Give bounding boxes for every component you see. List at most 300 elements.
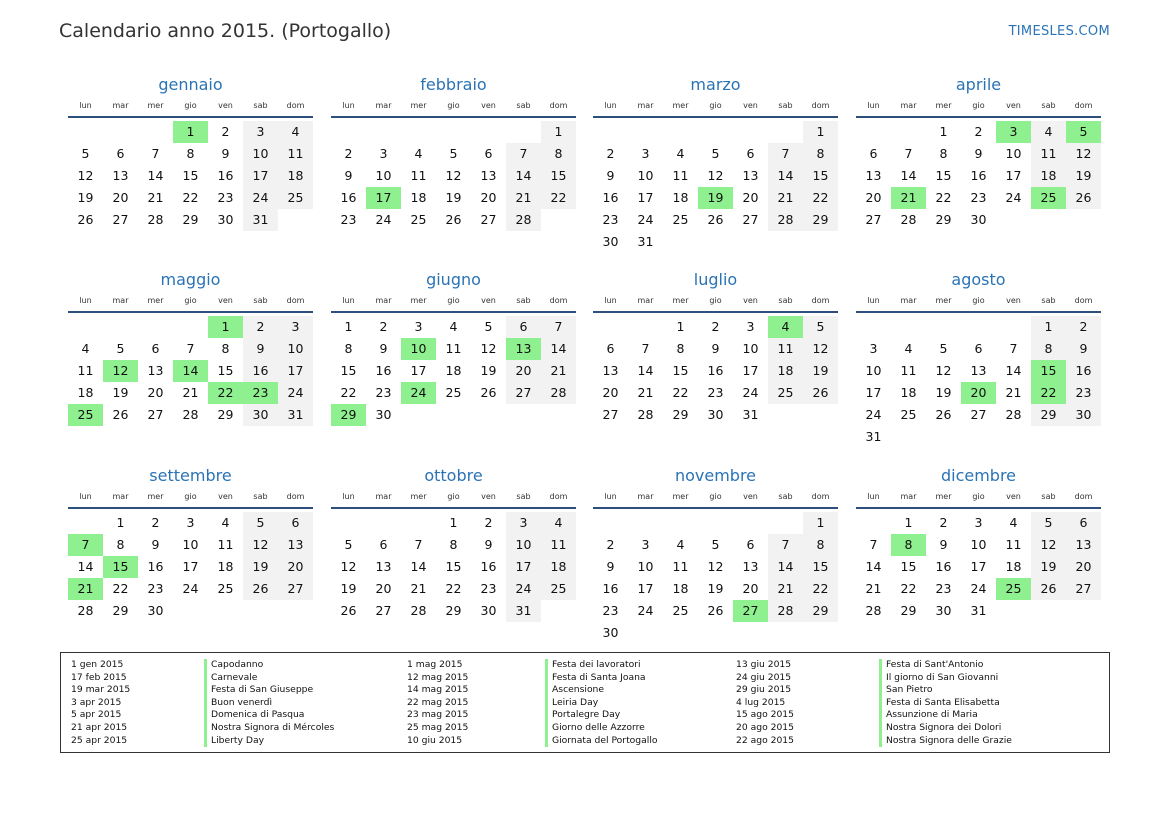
month-maggio: [68, 267, 313, 426]
empty-cell: [698, 121, 733, 143]
day-cell: 9: [379, 341, 388, 356]
day-cell: 17: [278, 360, 313, 382]
day-grid: [593, 316, 838, 426]
day-cell: 28: [900, 212, 917, 227]
day-grid: [856, 316, 1101, 448]
holiday-day-cell: 24: [401, 382, 436, 404]
empty-cell: [891, 316, 926, 338]
day-cell: 5: [484, 319, 493, 334]
day-cell: 22: [112, 581, 129, 596]
day-cell: 20: [147, 385, 164, 400]
month-novembre: [593, 463, 838, 644]
legend-date: 12 mag 2015: [407, 671, 469, 683]
day-cell: 9: [484, 537, 493, 552]
month-agosto: [856, 267, 1101, 448]
day-cell: 4: [449, 319, 458, 334]
day-cell: 15: [182, 168, 199, 183]
day-cell: 19: [803, 360, 838, 382]
day-cell: 16: [1066, 360, 1101, 382]
legend-holiday-name: Giorno delle Azzorre: [545, 722, 658, 735]
day-cell: 17: [637, 190, 654, 205]
day-cell: 22: [182, 190, 199, 205]
weekday-header: [68, 489, 313, 505]
legend-date: 13 giu 2015: [736, 659, 792, 670]
day-cell: 13: [480, 168, 497, 183]
holiday-day-cell: 17: [366, 187, 401, 209]
holiday-day-cell: 15: [1031, 360, 1066, 382]
day-cell: 28: [637, 407, 654, 422]
day-cell: 26: [77, 212, 94, 227]
weekday-label: gio: [972, 492, 985, 501]
day-cell: 8: [221, 341, 230, 356]
day-cell: 2: [974, 124, 983, 139]
day-cell: 28: [77, 603, 94, 618]
day-cell: 7: [768, 143, 803, 165]
legend-holiday-name: Nostra Signora di Mércoles: [204, 722, 334, 735]
day-cell: 18: [1031, 165, 1066, 187]
month-gennaio: [68, 72, 313, 231]
header-rule: [68, 507, 313, 509]
day-cell: 4: [278, 121, 313, 143]
day-cell: 25: [900, 407, 917, 422]
day-cell: 4: [414, 146, 423, 161]
day-cell: 1: [344, 319, 353, 334]
weekday-label: mar: [375, 101, 392, 110]
empty-cell: [593, 316, 628, 338]
day-cell: 18: [217, 559, 234, 574]
day-cell: 12: [1031, 534, 1066, 556]
day-cell: 28: [541, 382, 576, 404]
day-cell: 7: [904, 146, 913, 161]
weekday-label: sab: [516, 296, 531, 305]
day-cell: 11: [541, 534, 576, 556]
day-cell: 27: [480, 212, 497, 227]
day-cell: 10: [375, 168, 392, 183]
day-cell: 15: [935, 168, 952, 183]
month-name: ottobre: [424, 466, 483, 485]
legend-date: 5 apr 2015: [71, 709, 122, 721]
day-cell: 30: [147, 603, 164, 618]
month-name: dicembre: [940, 466, 1017, 485]
day-cell: 8: [803, 534, 838, 556]
day-cell: 2: [243, 316, 278, 338]
day-grid: [593, 121, 838, 253]
day-cell: 12: [77, 168, 94, 183]
weekday-label: gio: [184, 101, 197, 110]
day-cell: 20: [1066, 556, 1101, 578]
legend-date: 21 apr 2015: [71, 721, 128, 733]
holiday-day-cell: 21: [68, 578, 103, 600]
day-cell: 5: [243, 512, 278, 534]
day-cell: 18: [1005, 559, 1022, 574]
weekday-label: dom: [549, 296, 568, 305]
day-cell: 3: [641, 146, 650, 161]
holiday-day-cell: 25: [996, 578, 1031, 600]
weekday-label: sab: [253, 101, 268, 110]
empty-cell: [663, 512, 698, 534]
day-cell: 31: [637, 234, 654, 249]
day-cell: 18: [77, 385, 94, 400]
weekday-label: gio: [184, 296, 197, 305]
day-cell: 18: [410, 190, 427, 205]
holiday-day-cell: 29: [331, 404, 366, 426]
day-cell: 23: [970, 190, 987, 205]
empty-cell: [68, 512, 103, 534]
day-cell: 5: [449, 146, 458, 161]
day-cell: 12: [1066, 143, 1101, 165]
day-cell: 6: [484, 146, 493, 161]
weekday-label: mer: [935, 101, 952, 110]
weekday-label: mar: [900, 296, 917, 305]
day-cell: 27: [970, 407, 987, 422]
weekday-label: sab: [778, 296, 793, 305]
day-cell: 15: [672, 363, 689, 378]
day-cell: 4: [1031, 121, 1066, 143]
day-cell: 28: [182, 407, 199, 422]
day-cell: 1: [541, 121, 576, 143]
weekday-label: lun: [867, 296, 880, 305]
day-cell: 6: [278, 512, 313, 534]
day-cell: 17: [742, 363, 759, 378]
day-cell: 24: [637, 212, 654, 227]
day-cell: 27: [278, 578, 313, 600]
weekday-label: mer: [935, 492, 952, 501]
day-cell: 3: [506, 512, 541, 534]
holiday-day-cell: 27: [733, 600, 768, 622]
legend-date: 4 lug 2015: [736, 696, 786, 708]
legend-holiday-name: Festa di Santa Elisabetta: [879, 697, 1012, 710]
weekday-label: ven: [218, 492, 233, 501]
legend-date: 17 feb 2015: [71, 671, 127, 683]
day-cell: 19: [1031, 556, 1066, 578]
weekday-label: gio: [709, 296, 722, 305]
day-cell: 19: [1066, 165, 1101, 187]
day-cell: 23: [1066, 382, 1101, 404]
month-name: giugno: [426, 270, 481, 289]
legend-date: 19 mar 2015: [71, 684, 131, 696]
day-cell: 17: [1005, 168, 1022, 183]
day-cell: 14: [1005, 363, 1022, 378]
day-cell: 1: [1031, 316, 1066, 338]
legend-holiday-name: Il giorno di San Giovanni: [879, 672, 1012, 685]
legend-date: 25 apr 2015: [71, 734, 128, 746]
day-cell: 24: [865, 407, 882, 422]
weekday-label: mer: [410, 296, 427, 305]
day-cell: 4: [676, 146, 685, 161]
weekday-label: sab: [516, 101, 531, 110]
day-cell: 24: [182, 581, 199, 596]
day-cell: 27: [375, 603, 392, 618]
page-title: Calendario anno 2015. (Portogallo): [59, 20, 392, 42]
day-cell: 10: [1005, 146, 1022, 161]
day-cell: 12: [445, 168, 462, 183]
day-cell: 30: [707, 407, 724, 422]
legend-holiday-name: San Pietro: [879, 684, 1012, 697]
day-cell: 12: [935, 363, 952, 378]
header-rule: [331, 116, 576, 118]
day-cell: 18: [445, 363, 462, 378]
day-cell: 25: [445, 385, 462, 400]
day-cell: 20: [742, 190, 759, 205]
site-link[interactable]: TIMESLES.COM: [1008, 24, 1110, 39]
day-cell: 13: [112, 168, 129, 183]
day-cell: 5: [344, 537, 353, 552]
month-name: aprile: [955, 75, 1002, 94]
day-cell: 6: [116, 146, 125, 161]
holiday-day-cell: 1: [173, 121, 208, 143]
day-cell: 4: [541, 512, 576, 534]
day-cell: 20: [112, 190, 129, 205]
day-cell: 21: [768, 578, 803, 600]
weekday-label: mar: [900, 492, 917, 501]
weekday-label: mer: [147, 101, 164, 110]
day-cell: 13: [278, 534, 313, 556]
day-grid: [68, 121, 313, 231]
day-cell: 7: [186, 341, 195, 356]
day-cell: 11: [1031, 143, 1066, 165]
day-cell: 7: [869, 537, 878, 552]
legend-holiday-name: Carnevale: [204, 672, 334, 685]
day-cell: 16: [707, 363, 724, 378]
day-cell: 29: [112, 603, 129, 618]
day-cell: 3: [746, 319, 755, 334]
weekday-label: ven: [481, 296, 496, 305]
holiday-day-cell: 22: [208, 382, 243, 404]
weekday-label: mar: [112, 101, 129, 110]
day-cell: 16: [340, 190, 357, 205]
legend-holiday-name: Nostra Signora dei Dolori: [879, 722, 1012, 735]
legend-names-column: [204, 659, 334, 747]
weekday-label: mar: [900, 101, 917, 110]
day-cell: 22: [803, 578, 838, 600]
day-cell: 27: [506, 382, 541, 404]
day-cell: 9: [939, 537, 948, 552]
day-cell: 14: [900, 168, 917, 183]
weekday-label: gio: [447, 101, 460, 110]
weekday-header: [68, 293, 313, 309]
day-cell: 17: [970, 559, 987, 574]
holiday-day-cell: 22: [1031, 382, 1066, 404]
weekday-label: sab: [1041, 492, 1056, 501]
day-cell: 6: [974, 341, 983, 356]
legend-date: 1 mag 2015: [407, 659, 463, 670]
month-name: maggio: [160, 270, 221, 289]
weekday-label: mar: [637, 296, 654, 305]
day-cell: 12: [707, 168, 724, 183]
day-cell: 3: [974, 515, 983, 530]
day-cell: 18: [278, 165, 313, 187]
day-cell: 10: [742, 341, 759, 356]
empty-cell: [856, 316, 891, 338]
day-cell: 20: [602, 385, 619, 400]
header-rule: [68, 311, 313, 313]
day-cell: 16: [480, 559, 497, 574]
legend-holiday-name: Portalegre Day: [545, 709, 658, 722]
day-cell: 9: [344, 168, 353, 183]
day-cell: 25: [217, 581, 234, 596]
day-cell: 15: [340, 363, 357, 378]
day-cell: 3: [379, 146, 388, 161]
holiday-day-cell: 1: [208, 316, 243, 338]
month-name: agosto: [951, 270, 1006, 289]
day-cell: 30: [480, 603, 497, 618]
day-cell: 29: [445, 603, 462, 618]
day-cell: 10: [865, 363, 882, 378]
day-grid: [593, 512, 838, 644]
day-cell: 14: [865, 559, 882, 574]
weekday-label: ven: [743, 492, 758, 501]
weekday-label: mer: [410, 492, 427, 501]
legend-dates-column: [71, 659, 130, 747]
empty-cell: [593, 512, 628, 534]
weekday-label: gio: [184, 492, 197, 501]
day-cell: 14: [147, 168, 164, 183]
day-cell: 19: [77, 190, 94, 205]
day-cell: 6: [606, 341, 615, 356]
weekday-label: dom: [549, 492, 568, 501]
day-cell: 21: [768, 187, 803, 209]
legend-holiday-name: Liberty Day: [204, 735, 334, 748]
day-cell: 17: [865, 385, 882, 400]
day-cell: 24: [375, 212, 392, 227]
day-cell: 23: [602, 603, 619, 618]
day-cell: 5: [1031, 512, 1066, 534]
empty-cell: [926, 316, 961, 338]
weekday-label: mer: [410, 101, 427, 110]
day-cell: 1: [904, 515, 913, 530]
day-cell: 23: [602, 212, 619, 227]
day-cell: 16: [970, 168, 987, 183]
day-cell: 13: [602, 363, 619, 378]
weekday-header: [856, 293, 1101, 309]
day-cell: 8: [1031, 338, 1066, 360]
day-cell: 4: [1009, 515, 1018, 530]
day-cell: 22: [445, 581, 462, 596]
header-rule: [331, 507, 576, 509]
empty-cell: [401, 512, 436, 534]
day-cell: 25: [278, 187, 313, 209]
day-cell: 11: [217, 537, 234, 552]
day-cell: 24: [742, 385, 759, 400]
day-cell: 13: [742, 168, 759, 183]
weekday-label: mar: [375, 296, 392, 305]
header-rule: [68, 116, 313, 118]
holiday-day-cell: 15: [103, 556, 138, 578]
day-grid: [331, 316, 576, 426]
day-cell: 9: [151, 537, 160, 552]
day-cell: 14: [637, 363, 654, 378]
day-cell: 3: [641, 537, 650, 552]
day-cell: 1: [449, 515, 458, 530]
day-cell: 18: [541, 556, 576, 578]
day-cell: 31: [970, 603, 987, 618]
header-rule: [856, 116, 1101, 118]
day-cell: 18: [768, 360, 803, 382]
day-cell: 2: [379, 319, 388, 334]
day-cell: 29: [672, 407, 689, 422]
day-cell: 28: [768, 600, 803, 622]
day-cell: 29: [935, 212, 952, 227]
day-cell: 3: [869, 341, 878, 356]
day-cell: 22: [340, 385, 357, 400]
empty-cell: [856, 512, 891, 534]
weekday-label: lun: [79, 296, 92, 305]
day-cell: 21: [506, 187, 541, 209]
legend-holiday-name: Festa di Santa Joana: [545, 672, 658, 685]
holiday-day-cell: 25: [1031, 187, 1066, 209]
day-cell: 13: [375, 559, 392, 574]
weekday-label: ven: [1006, 296, 1021, 305]
weekday-label: gio: [972, 296, 985, 305]
day-cell: 30: [217, 212, 234, 227]
day-cell: 18: [672, 190, 689, 205]
holiday-day-cell: 5: [1066, 121, 1101, 143]
day-cell: 10: [506, 534, 541, 556]
header-rule: [593, 507, 838, 509]
day-cell: 23: [480, 581, 497, 596]
weekday-label: gio: [447, 492, 460, 501]
day-cell: 14: [506, 165, 541, 187]
weekday-label: mar: [637, 492, 654, 501]
month-settembre: [68, 463, 313, 622]
empty-cell: [366, 512, 401, 534]
holiday-day-cell: 7: [68, 534, 103, 556]
day-cell: 23: [147, 581, 164, 596]
day-cell: 8: [116, 537, 125, 552]
day-cell: 2: [221, 124, 230, 139]
empty-cell: [698, 512, 733, 534]
day-cell: 15: [803, 165, 838, 187]
day-cell: 3: [186, 515, 195, 530]
empty-cell: [768, 121, 803, 143]
empty-cell: [138, 121, 173, 143]
day-cell: 28: [147, 212, 164, 227]
day-cell: 23: [375, 385, 392, 400]
month-aprile: [856, 72, 1101, 231]
empty-cell: [401, 121, 436, 143]
weekday-label: lun: [79, 492, 92, 501]
day-cell: 22: [935, 190, 952, 205]
holiday-day-cell: 13: [506, 338, 541, 360]
day-cell: 20: [506, 360, 541, 382]
day-cell: 13: [742, 559, 759, 574]
empty-cell: [138, 316, 173, 338]
day-cell: 20: [742, 581, 759, 596]
day-cell: 28: [506, 209, 541, 231]
day-cell: 6: [1066, 512, 1101, 534]
day-cell: 2: [606, 146, 615, 161]
day-cell: 17: [410, 363, 427, 378]
day-cell: 26: [707, 212, 724, 227]
day-cell: 4: [904, 341, 913, 356]
day-cell: 26: [1031, 578, 1066, 600]
weekday-label: gio: [447, 296, 460, 305]
day-cell: 12: [803, 338, 838, 360]
day-cell: 19: [445, 190, 462, 205]
weekday-label: mer: [147, 296, 164, 305]
legend-dates-column: [736, 659, 794, 747]
day-cell: 19: [340, 581, 357, 596]
day-cell: 13: [147, 363, 164, 378]
day-cell: 30: [375, 407, 392, 422]
weekday-label: mar: [375, 492, 392, 501]
day-cell: 9: [606, 168, 615, 183]
day-cell: 16: [602, 581, 619, 596]
empty-cell: [891, 121, 926, 143]
day-cell: 22: [900, 581, 917, 596]
day-cell: 7: [1009, 341, 1018, 356]
weekday-label: mar: [112, 492, 129, 501]
